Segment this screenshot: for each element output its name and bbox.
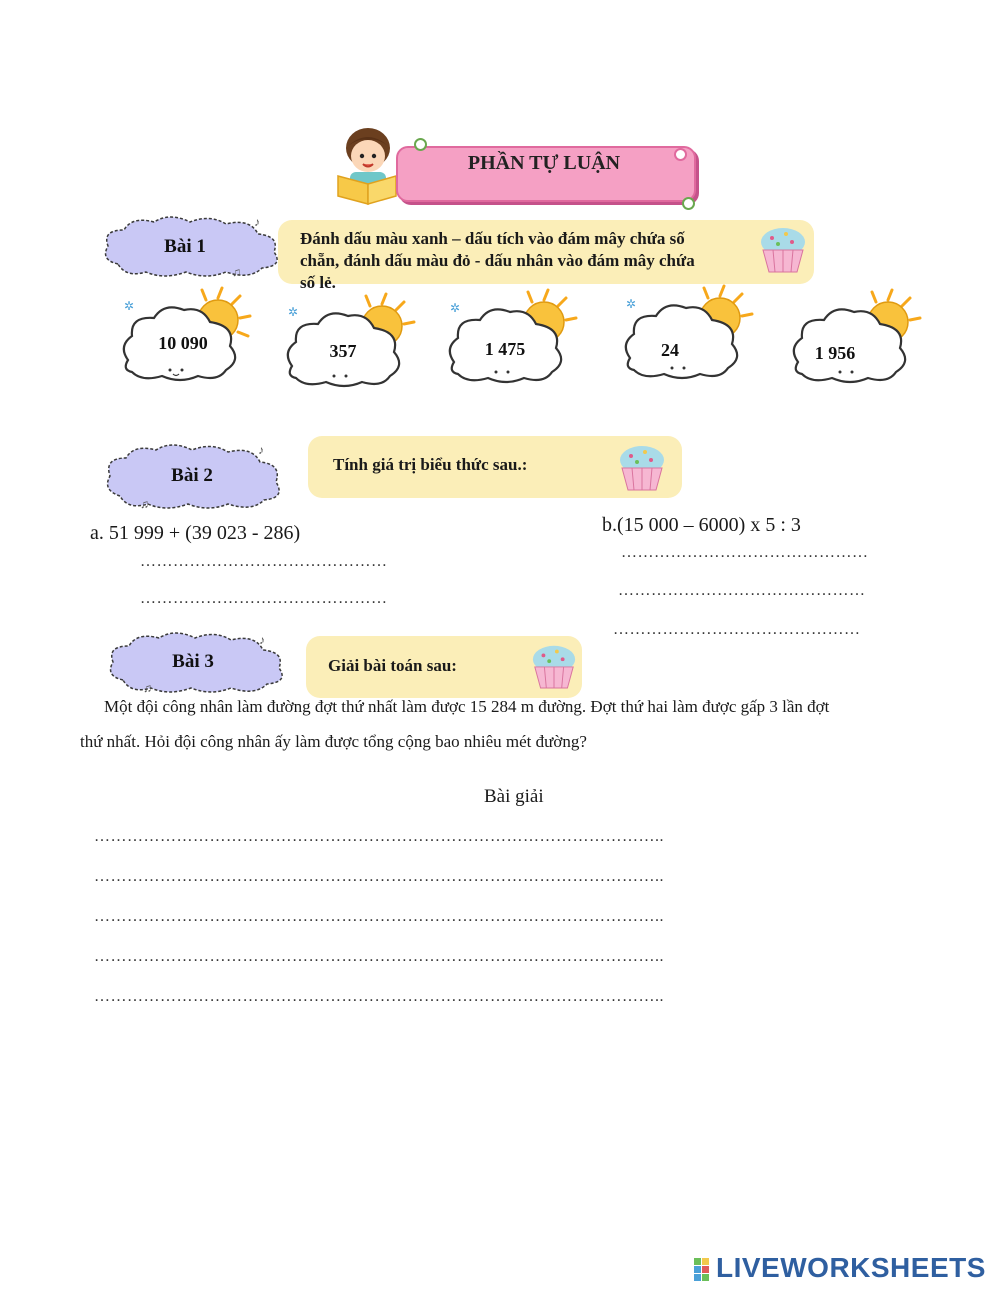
svg-text:♫: ♫: [232, 265, 241, 279]
cloud-sun-icon: [788, 286, 928, 394]
cloud-number-2[interactable]: 357: [329, 341, 357, 361]
solution-line-4[interactable]: …………………………………………………………………………………………..: [94, 948, 664, 965]
svg-text:✲: ✲: [450, 301, 461, 315]
liveworksheets-logo-icon: [694, 1258, 716, 1282]
solution-line-2[interactable]: …………………………………………………………………………………………..: [94, 868, 664, 885]
answer-line-a2[interactable]: ………………………………………: [140, 590, 388, 607]
cloud-number-5[interactable]: 1 956: [814, 343, 856, 363]
bai1-badge: Bài 1: [164, 236, 206, 257]
svg-text:✲: ✲: [288, 305, 299, 319]
bai3-instruction: Giải bài toán sau:: [328, 656, 457, 675]
cupcake-icon: [614, 440, 670, 492]
svg-text:♫: ♫: [143, 681, 152, 695]
solution-label: Bài giải: [484, 786, 544, 807]
svg-text:✲: ✲: [124, 299, 135, 313]
svg-text:♫: ♫: [140, 497, 149, 511]
solution-line-5[interactable]: …………………………………………………………………………………………..: [94, 988, 664, 1005]
svg-text:♪: ♪: [259, 633, 265, 647]
expression-a: a. 51 999 + (39 023 - 286): [90, 522, 301, 544]
expression-b: b.(15 000 – 6000) x 5 : 3: [602, 514, 801, 536]
bai3-badge: Bài 3: [172, 651, 214, 672]
cloud-sun-icon: [620, 282, 760, 390]
answer-line-b3[interactable]: ………………………………………: [613, 621, 861, 638]
banner-dot-decoration: [682, 197, 695, 210]
problem-line1: Một đội công nhân làm đường đợt thứ nhất làm được 15 284 m đường. Đợt thứ hai làm được gấp 3 lần đợt: [104, 697, 830, 716]
bai1-instruction-line2: chẵn, đánh dấu màu đỏ - dấu nhân vào đám mây chứa: [300, 251, 695, 270]
cloud-number-1[interactable]: 10 090: [158, 333, 208, 353]
answer-line-b1[interactable]: ………………………………………: [621, 544, 869, 561]
cupcake-icon: [758, 222, 808, 274]
answer-line-b2[interactable]: ………………………………………: [618, 582, 866, 599]
cloud-number-4[interactable]: 24: [661, 340, 679, 360]
liveworksheets-brand: LIVEWORKSHEETS: [716, 1252, 986, 1283]
solution-line-1[interactable]: …………………………………………………………………………………………..: [94, 828, 664, 845]
cupcake-icon: [530, 640, 578, 690]
svg-text:♪: ♪: [254, 215, 260, 229]
svg-text:♪: ♪: [258, 443, 264, 457]
cloud-number-3[interactable]: 1 475: [484, 339, 526, 359]
bai2-badge: Bài 2: [171, 465, 213, 486]
section-title: PHẦN TỰ LUẬN: [467, 152, 621, 174]
svg-text:✲: ✲: [626, 297, 637, 311]
bai1-instruction-line3: số lẻ.: [300, 273, 336, 292]
problem-line2: thứ nhất. Hỏi đội công nhân ấy làm được tổng cộng bao nhiêu mét đường?: [80, 732, 587, 751]
solution-line-3[interactable]: …………………………………………………………………………………………..: [94, 908, 664, 925]
answer-line-a1[interactable]: ………………………………………: [140, 553, 388, 570]
bai1-instruction-line1: Đánh dấu màu xanh – dấu tích vào đám mây chứa số: [300, 229, 685, 248]
bai2-instruction: Tính giá trị biểu thức sau.:: [333, 455, 528, 474]
banner-dot-decoration: [414, 138, 427, 151]
